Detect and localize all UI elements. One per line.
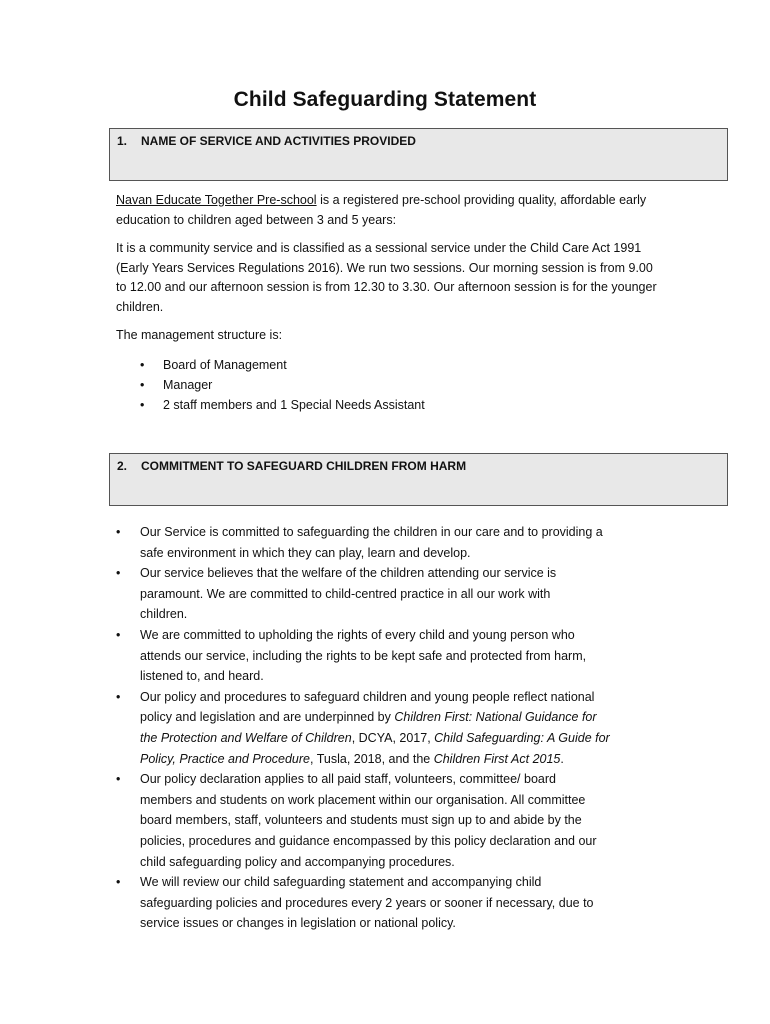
list-item: • 2 staff members and 1 Special Needs Assistant [116, 395, 425, 415]
section-1-number: 1. [117, 134, 128, 148]
reference-title: Policy, Practice and Procedure [140, 751, 310, 766]
list-item: • Our policy and procedures to safeguard children and young people reflect national policy and legislation and are underpinned by Children First: National Guidance for the Protection and Welfare of Children, DCYA, 2017, Child Safeguarding: A Guide for Policy, Practice and Procedure, Tusla, 2018, and the Children First Act 2015. [116, 687, 676, 769]
list-item: • We are committed to upholding the rights of every child and young person who attends our service, including the rights to be kept safe and protected from harm, listened to, and heard. [116, 625, 676, 687]
section-2-header [109, 453, 728, 506]
reference-title: Child Safeguarding: A Guide for [434, 730, 610, 745]
service-intro-paragraph: Navan Educate Together Pre-school is a registered pre-school providing quality, affordable early education to children aged between 3 and 5 years: [116, 193, 647, 227]
management-intro: The management structure is: [116, 328, 283, 342]
community-service-paragraph: It is a community service and is classified as a sessional service under the Child Care Act 1991 (Early Years Services Regulations 2016). We run two sessions. Our morning session is from 9.00 to 12.00 and our afternoon session is from 12.30 to 3.30. Our afternoon session is for the younger children. [116, 241, 657, 314]
commitment-list [116, 522, 676, 934]
list-item: • We will review our child safeguarding statement and accompanying child safeguarding policies and procedures every 2 years or sooner if necessary, due to service issues or changes in legislation or national policy. [116, 872, 676, 934]
section-2-number: 2. [117, 459, 128, 473]
reference-title: the Protection and Welfare of Children [140, 730, 352, 745]
section-2-heading [117, 459, 466, 473]
list-item: • Our service believes that the welfare of the children attending our service is paramount. We are committed to child-centred practice in all our work with children. [116, 563, 676, 625]
service-name: Navan Educate Together Pre-school [116, 193, 317, 207]
section-1-header [109, 128, 728, 181]
section-2-title: COMMITMENT TO SAFEGUARD CHILDREN FROM HARM [141, 459, 467, 473]
list-item: • Board of Management [116, 355, 425, 375]
list-item: • Our policy declaration applies to all paid staff, volunteers, committee/ board members and students on work placement within our organisation. All committee board members, staff, volunteers and students must sign up to and abide by the policies, procedures and guidance encompassed by this policy declaration and our child safeguarding policy and accompanying procedures. [116, 769, 676, 872]
list-item: • Manager [116, 375, 425, 395]
management-list [116, 355, 425, 415]
section-1-title: NAME OF SERVICE AND ACTIVITIES PROVIDED [141, 134, 416, 148]
page-title: Child Safeguarding Statement [233, 88, 537, 111]
reference-title: Children First: National Guidance for [394, 710, 597, 725]
section-1-heading [117, 134, 416, 148]
reference-title: Children First Act 2015 [433, 751, 561, 766]
list-item: • Our Service is committed to safeguarding the children in our care and to providing a safe environment in which they can play, learn and develop. [116, 522, 676, 563]
